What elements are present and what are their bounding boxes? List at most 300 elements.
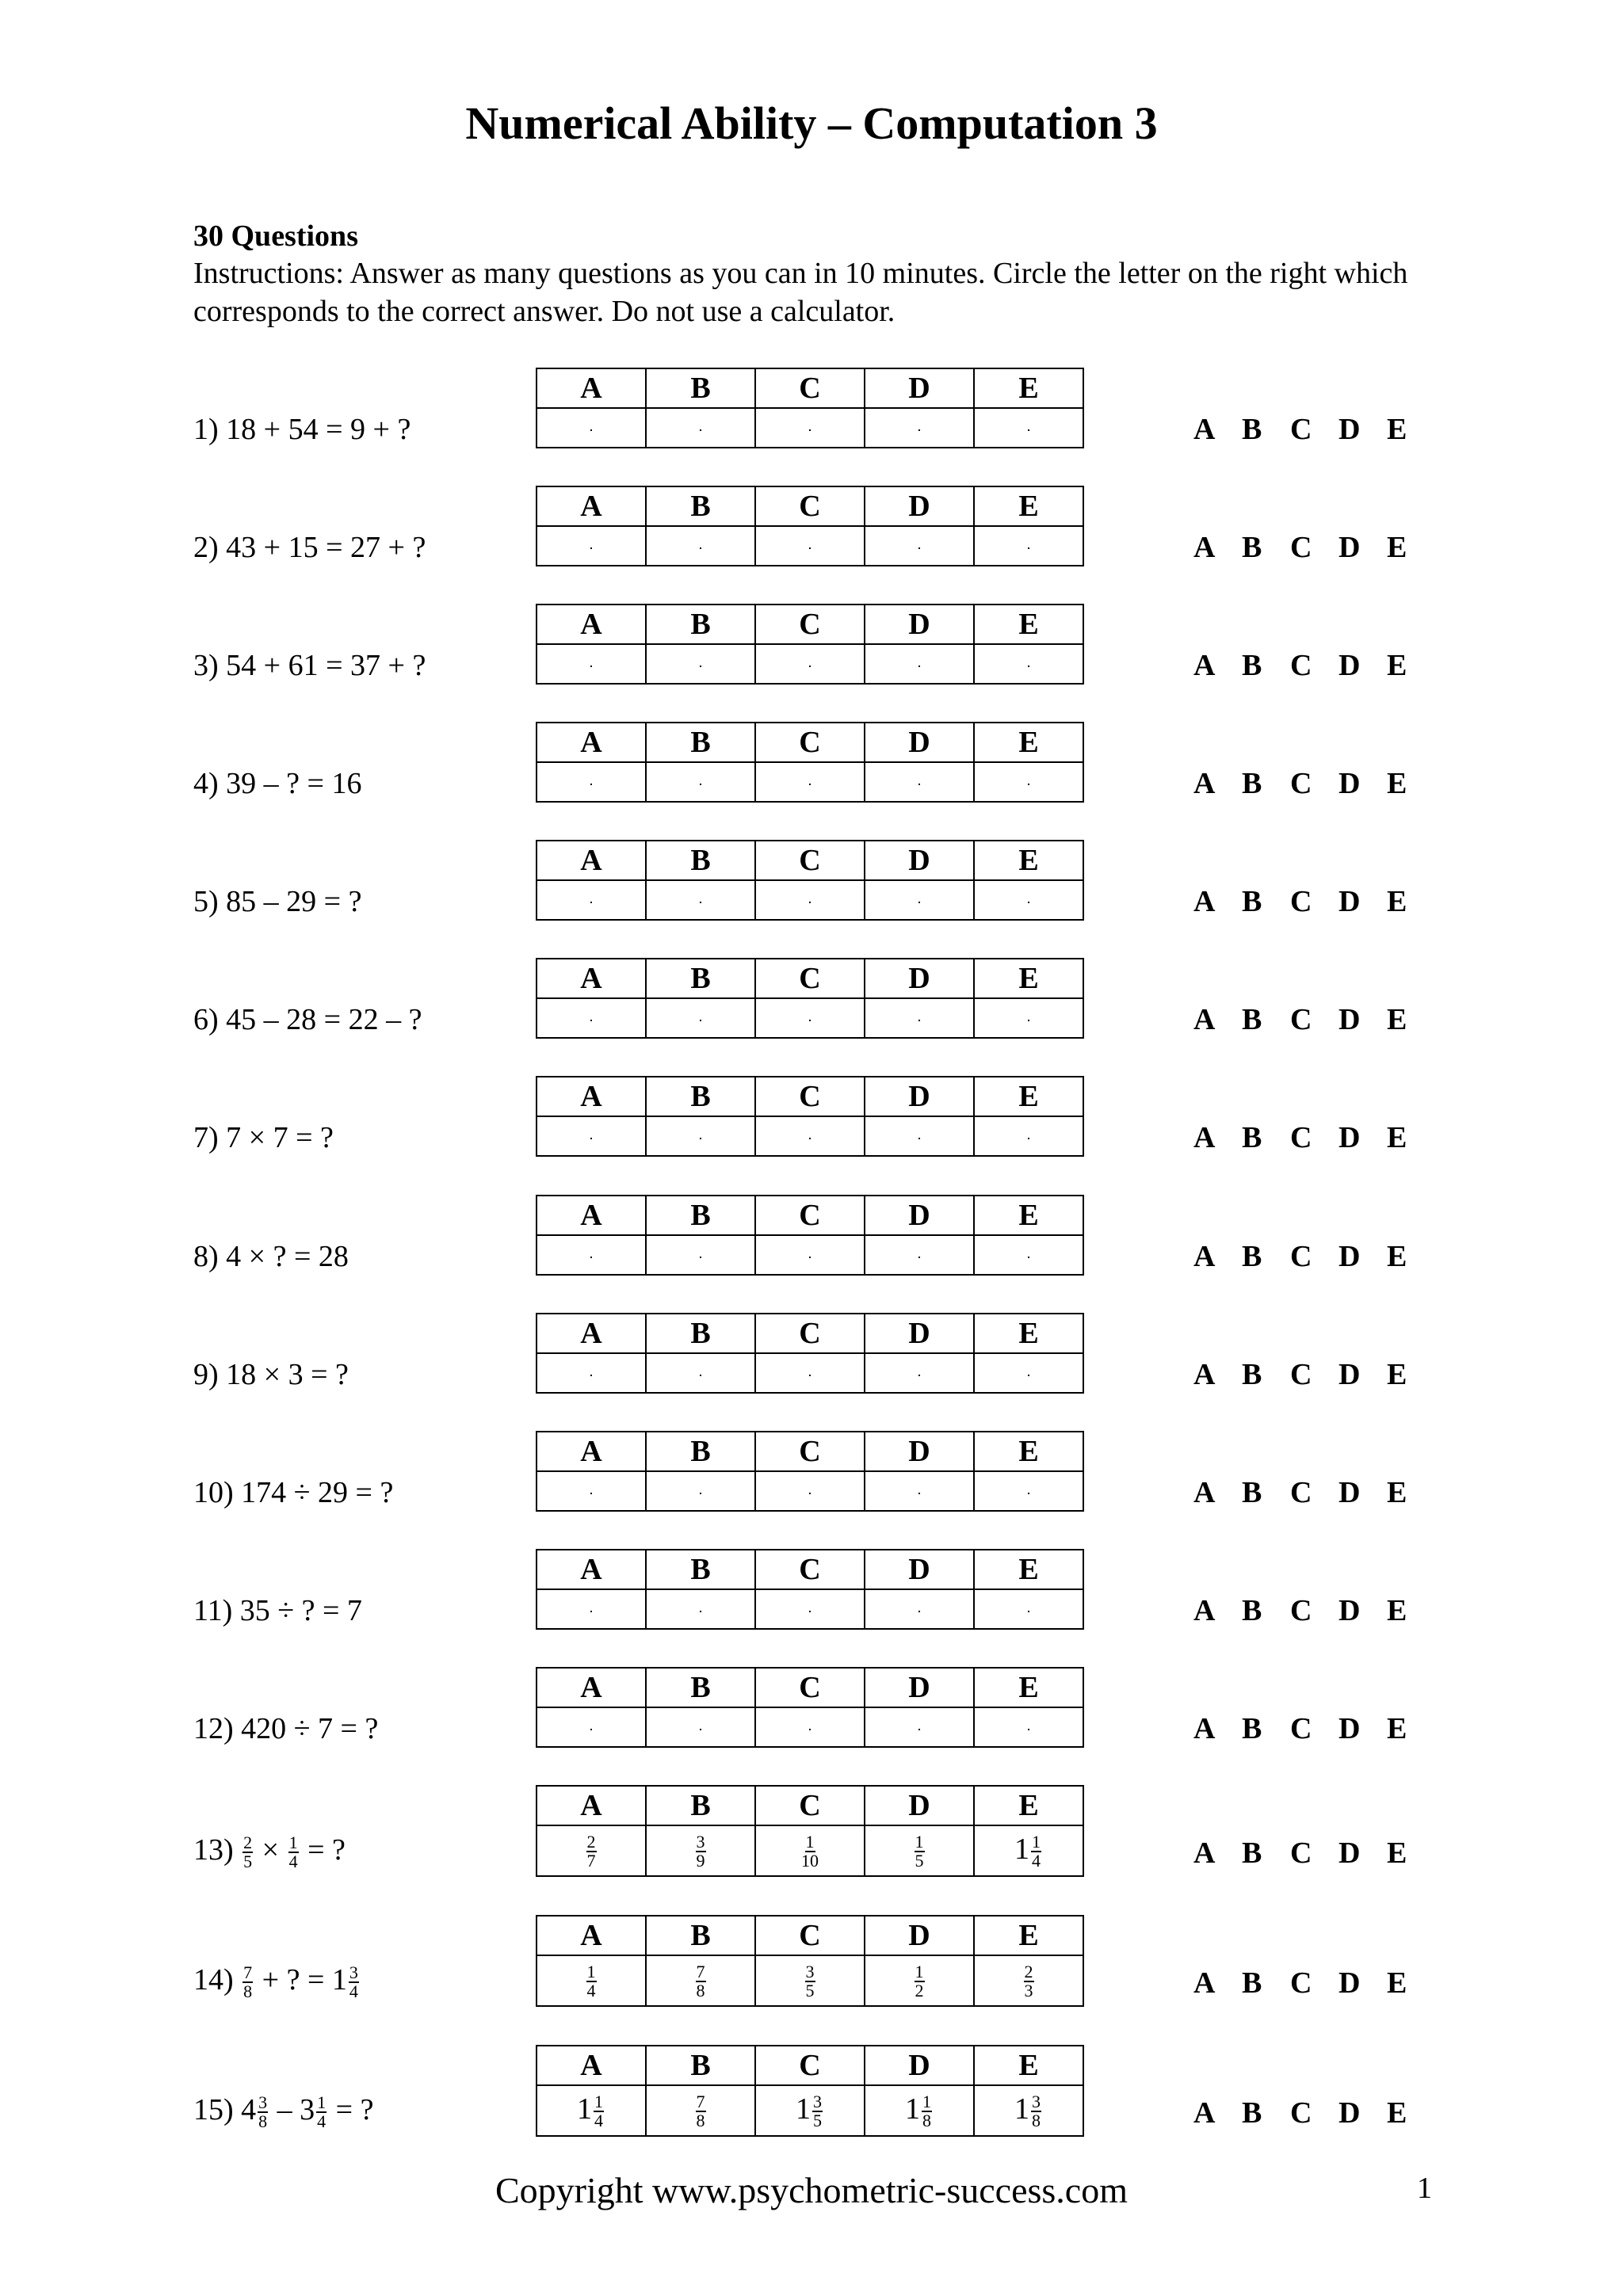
fraction xyxy=(809,1020,811,1021)
option-letter-D: D xyxy=(865,605,974,644)
answer-letter-D[interactable]: D xyxy=(1338,885,1361,918)
fraction xyxy=(1028,1020,1029,1021)
option-letter-A: A xyxy=(537,1668,646,1707)
fraction xyxy=(1028,1138,1029,1139)
options-header-row xyxy=(537,1550,1083,1589)
question-text xyxy=(193,1833,346,1871)
numerator xyxy=(809,1729,811,1730)
option-letter-A: A xyxy=(537,368,646,408)
text-segment: 4) 39 – ? = 16 xyxy=(193,767,362,800)
text-segment: 1 xyxy=(577,2092,592,2126)
option-value-E xyxy=(974,1235,1083,1275)
fraction xyxy=(1028,902,1029,903)
options-header-row xyxy=(537,959,1083,998)
options-header-row xyxy=(537,1432,1083,1471)
numerator xyxy=(700,1138,701,1139)
option-letter-B: B xyxy=(646,1668,755,1707)
question-count: 30 Questions xyxy=(193,219,358,253)
answer-letter-E[interactable]: E xyxy=(1387,1121,1407,1154)
answer-letter-D[interactable]: D xyxy=(1338,413,1361,446)
option-letter-B: B xyxy=(646,486,755,526)
option-value-C xyxy=(755,1955,865,2006)
fraction xyxy=(288,1834,299,1871)
option-letter-D: D xyxy=(865,1550,974,1589)
answer-letter-B[interactable]: B xyxy=(1242,2096,1262,2130)
option-letter-A: A xyxy=(537,841,646,880)
numerator xyxy=(700,902,701,903)
option-letter-A: A xyxy=(537,605,646,644)
denominator: 5 xyxy=(805,1981,815,2001)
fraction xyxy=(700,784,701,785)
answer-letter-A[interactable]: A xyxy=(1193,1003,1216,1036)
options-table xyxy=(536,486,1084,566)
question-12 xyxy=(0,1667,1623,1748)
text-segment: 1 xyxy=(1014,1832,1029,1866)
question-text xyxy=(193,1357,349,1392)
fraction xyxy=(590,547,592,549)
fraction xyxy=(809,1375,811,1376)
numerator: 3 xyxy=(1032,2092,1041,2112)
answer-letter-C[interactable]: C xyxy=(1290,885,1312,918)
option-letter-A: A xyxy=(537,1550,646,1589)
numerator xyxy=(1028,1257,1029,1258)
denominator: 7 xyxy=(586,1851,596,1871)
answer-letter-E[interactable]: E xyxy=(1387,1476,1407,1509)
numerator xyxy=(809,784,811,785)
question-13 xyxy=(0,1785,1623,1877)
option-value-C xyxy=(755,1471,865,1511)
numerator xyxy=(590,429,592,431)
answer-letter-D[interactable]: D xyxy=(1338,1476,1361,1509)
answer-letter-C[interactable]: C xyxy=(1290,1476,1312,1509)
answer-letter-E[interactable]: E xyxy=(1387,1836,1407,1870)
answer-letter-B[interactable]: B xyxy=(1242,767,1262,800)
numerator xyxy=(700,666,701,667)
numerator xyxy=(700,1020,701,1021)
fraction xyxy=(696,1963,706,2000)
option-value-A xyxy=(537,1235,646,1275)
options-header-row xyxy=(537,1786,1083,1825)
option-value-A xyxy=(537,1707,646,1747)
answer-letter-B[interactable]: B xyxy=(1242,885,1262,918)
answer-letter-C[interactable]: C xyxy=(1290,1240,1312,1273)
option-value-A xyxy=(537,762,646,802)
answer-letter-D[interactable]: D xyxy=(1338,2096,1361,2130)
answer-letter-D[interactable]: D xyxy=(1338,1003,1361,1036)
option-letter-A: A xyxy=(537,1786,646,1825)
answer-letter-D[interactable]: D xyxy=(1338,1966,1361,2000)
options-value-row xyxy=(537,1116,1083,1156)
numerator: 2 xyxy=(1024,1962,1033,1982)
answer-letter-C[interactable]: C xyxy=(1290,649,1312,682)
numerator xyxy=(1028,902,1029,903)
fraction xyxy=(590,1493,592,1494)
fraction xyxy=(594,2093,604,2130)
option-letter-B: B xyxy=(646,1196,755,1235)
text-segment: 15) 4 xyxy=(193,2092,257,2126)
answer-letter-D[interactable]: D xyxy=(1338,1712,1361,1745)
answer-letter-A[interactable]: A xyxy=(1193,1836,1216,1870)
fraction xyxy=(915,1963,925,2000)
fraction xyxy=(1028,429,1029,431)
option-letter-C: C xyxy=(755,841,865,880)
answer-letter-C[interactable]: C xyxy=(1290,413,1312,446)
question-14 xyxy=(0,1915,1623,2007)
answer-letter-C[interactable]: C xyxy=(1290,2096,1312,2130)
option-value-C xyxy=(755,1589,865,1629)
option-value-A xyxy=(537,644,646,684)
option-letter-C: C xyxy=(755,605,865,644)
option-letter-A: A xyxy=(537,1196,646,1235)
denominator: 9 xyxy=(696,1851,705,1871)
option-letter-E: E xyxy=(974,1668,1083,1707)
option-letter-A: A xyxy=(537,959,646,998)
option-letter-D: D xyxy=(865,1916,974,1955)
fraction xyxy=(590,902,592,903)
answer-letter-A[interactable]: A xyxy=(1193,885,1216,918)
question-text xyxy=(193,530,426,565)
numerator xyxy=(1028,1729,1029,1730)
option-letter-E: E xyxy=(974,959,1083,998)
answer-letter-A[interactable]: A xyxy=(1193,1712,1216,1745)
numerator xyxy=(700,429,701,431)
numerator xyxy=(590,666,592,667)
answer-letter-E[interactable]: E xyxy=(1387,1240,1407,1273)
option-value-B xyxy=(646,1955,755,2006)
question-3 xyxy=(0,604,1623,685)
answer-letter-B[interactable]: B xyxy=(1242,1358,1262,1391)
numerator xyxy=(1028,1138,1029,1139)
numerator: 2 xyxy=(586,1832,596,1852)
options-value-row xyxy=(537,644,1083,684)
option-value-B xyxy=(646,1353,755,1393)
option-value-D xyxy=(865,408,974,448)
answer-letter-B[interactable]: B xyxy=(1242,1966,1262,2000)
answer-letter-D[interactable]: D xyxy=(1338,1836,1361,1870)
answer-letter-A[interactable]: A xyxy=(1193,1594,1216,1627)
answer-letter-E[interactable]: E xyxy=(1387,885,1407,918)
option-letter-A: A xyxy=(537,2046,646,2085)
question-text xyxy=(193,648,426,683)
answer-letter-E[interactable]: E xyxy=(1387,1966,1407,2000)
answer-letter-B[interactable]: B xyxy=(1242,1594,1262,1627)
question-2 xyxy=(0,486,1623,566)
option-value-A xyxy=(537,880,646,920)
option-letter-E: E xyxy=(974,2046,1083,2085)
answer-letter-B[interactable]: B xyxy=(1242,1476,1262,1509)
text-segment: – 3 xyxy=(269,2092,315,2126)
option-value-E xyxy=(974,1955,1083,2006)
answer-letter-D[interactable]: D xyxy=(1338,1358,1361,1391)
option-value-C xyxy=(755,1235,865,1275)
answer-letter-A[interactable]: A xyxy=(1193,767,1216,800)
option-letter-C: C xyxy=(755,1196,865,1235)
fraction xyxy=(918,666,920,667)
denominator: 8 xyxy=(696,2111,705,2131)
option-value-C xyxy=(755,644,865,684)
options-table xyxy=(536,958,1084,1039)
answer-letter-A[interactable]: A xyxy=(1193,1966,1216,2000)
numerator xyxy=(918,1138,920,1139)
numerator xyxy=(700,1729,701,1730)
option-letter-E: E xyxy=(974,1550,1083,1589)
option-value-D xyxy=(865,1471,974,1511)
option-value-D xyxy=(865,762,974,802)
option-value-D xyxy=(865,1235,974,1275)
options-table xyxy=(536,840,1084,921)
answer-letter-D[interactable]: D xyxy=(1338,1240,1361,1273)
options-value-row xyxy=(537,1353,1083,1393)
text-segment: × xyxy=(254,1833,287,1867)
numerator xyxy=(1028,1375,1029,1376)
numerator xyxy=(918,547,920,549)
fraction xyxy=(590,1257,592,1258)
option-letter-D: D xyxy=(865,959,974,998)
answer-choices xyxy=(1193,1836,1435,1871)
numerator xyxy=(700,547,701,549)
answer-letter-C[interactable]: C xyxy=(1290,531,1312,564)
numerator: 3 xyxy=(349,1962,358,1982)
answer-letter-A[interactable]: A xyxy=(1193,1240,1216,1273)
denominator: 4 xyxy=(1032,1851,1041,1871)
answer-letter-A[interactable]: A xyxy=(1193,1476,1216,1509)
text-segment: = ? xyxy=(300,1833,346,1867)
option-value-D xyxy=(865,526,974,566)
fraction xyxy=(590,1729,592,1730)
fraction xyxy=(1028,547,1029,549)
answer-letter-A[interactable]: A xyxy=(1193,2096,1216,2130)
numerator xyxy=(590,902,592,903)
answer-choices xyxy=(1193,1239,1435,1274)
option-letter-C: C xyxy=(755,1916,865,1955)
answer-letter-C[interactable]: C xyxy=(1290,1003,1312,1036)
numerator xyxy=(590,1138,592,1139)
option-letter-B: B xyxy=(646,1314,755,1353)
fraction xyxy=(590,666,592,667)
fraction xyxy=(1028,666,1029,667)
answer-letter-D[interactable]: D xyxy=(1338,531,1361,564)
option-letter-D: D xyxy=(865,1786,974,1825)
options-value-row xyxy=(537,1589,1083,1629)
option-letter-D: D xyxy=(865,1668,974,1707)
numerator xyxy=(918,1375,920,1376)
option-value-C xyxy=(755,1825,865,1876)
answer-letter-C[interactable]: C xyxy=(1290,1594,1312,1627)
answer-letter-A[interactable]: A xyxy=(1193,1358,1216,1391)
text-segment: 1 xyxy=(905,2092,920,2126)
numerator xyxy=(590,1020,592,1021)
answer-letter-E[interactable]: E xyxy=(1387,767,1407,800)
numerator xyxy=(590,784,592,785)
numerator: 1 xyxy=(317,2092,327,2112)
option-letter-B: B xyxy=(646,605,755,644)
option-value-E xyxy=(974,2085,1083,2136)
numerator xyxy=(1028,666,1029,667)
options-table xyxy=(536,1915,1084,2007)
denominator: 5 xyxy=(915,1851,924,1871)
option-value-C xyxy=(755,408,865,448)
fraction xyxy=(590,1138,592,1139)
fraction xyxy=(590,429,592,431)
option-letter-D: D xyxy=(865,1432,974,1471)
option-letter-C: C xyxy=(755,1668,865,1707)
answer-letter-C[interactable]: C xyxy=(1290,1121,1312,1154)
option-letter-E: E xyxy=(974,1314,1083,1353)
question-11 xyxy=(0,1549,1623,1630)
text-segment: 13) xyxy=(193,1833,242,1867)
options-table xyxy=(536,368,1084,448)
answer-letter-E[interactable]: E xyxy=(1387,531,1407,564)
text-segment: 8) 4 × ? = 28 xyxy=(193,1240,349,1273)
options-header-row xyxy=(537,605,1083,644)
fraction xyxy=(696,1833,706,1870)
answer-letter-B[interactable]: B xyxy=(1242,649,1262,682)
fraction xyxy=(1028,1729,1029,1730)
answer-letter-D[interactable]: D xyxy=(1338,1121,1361,1154)
fraction xyxy=(700,1257,701,1258)
answer-letter-C[interactable]: C xyxy=(1290,1966,1312,2000)
options-header-row xyxy=(537,368,1083,408)
option-value-E xyxy=(974,1353,1083,1393)
answer-letter-B[interactable]: B xyxy=(1242,1836,1262,1870)
answer-letter-B[interactable]: B xyxy=(1242,531,1262,564)
answer-choices xyxy=(1193,412,1435,447)
fraction xyxy=(700,666,701,667)
answer-letter-A[interactable]: A xyxy=(1193,649,1216,682)
answer-letter-C[interactable]: C xyxy=(1290,1836,1312,1870)
denominator: 8 xyxy=(258,2111,268,2131)
option-value-A xyxy=(537,408,646,448)
fraction xyxy=(809,1729,811,1730)
numerator xyxy=(809,1493,811,1494)
option-letter-E: E xyxy=(974,723,1083,762)
answer-letter-D[interactable]: D xyxy=(1338,649,1361,682)
answer-letter-E[interactable]: E xyxy=(1387,649,1407,682)
answer-choices xyxy=(1193,1120,1435,1155)
answer-letter-E[interactable]: E xyxy=(1387,1594,1407,1627)
answer-letter-E[interactable]: E xyxy=(1387,2096,1407,2130)
option-value-B xyxy=(646,1707,755,1747)
options-table xyxy=(536,1313,1084,1394)
option-letter-E: E xyxy=(974,1916,1083,1955)
answer-letter-C[interactable]: C xyxy=(1290,1712,1312,1745)
fraction xyxy=(809,1257,811,1258)
denominator: 3 xyxy=(1024,1981,1033,2001)
page-number: 1 xyxy=(1417,2172,1432,2205)
option-letter-E: E xyxy=(974,605,1083,644)
numerator xyxy=(700,1257,701,1258)
numerator: 7 xyxy=(696,1962,705,1982)
options-table xyxy=(536,1667,1084,1748)
denominator: 4 xyxy=(349,1981,358,2001)
numerator xyxy=(700,1611,701,1612)
option-letter-C: C xyxy=(755,486,865,526)
instructions: Instructions: Answer as many questions as you can in 10 minutes. Circle the letter on the right which corresponds to the correct answer. Do not use a calculator. xyxy=(193,257,1408,328)
fraction xyxy=(242,1834,253,1871)
answer-letter-E[interactable]: E xyxy=(1387,1003,1407,1036)
answer-letter-D[interactable]: D xyxy=(1338,767,1361,800)
text-segment: 1) 18 + 54 = 9 + ? xyxy=(193,413,411,446)
options-table xyxy=(536,1195,1084,1276)
answer-letter-A[interactable]: A xyxy=(1193,1121,1216,1154)
answer-letter-C[interactable]: C xyxy=(1290,1358,1312,1391)
numerator xyxy=(809,1020,811,1021)
option-letter-D: D xyxy=(865,486,974,526)
text-segment: 10) 174 ÷ 29 = ? xyxy=(193,1476,394,1509)
fraction xyxy=(918,1020,920,1021)
options-value-row xyxy=(537,880,1083,920)
option-letter-A: A xyxy=(537,1077,646,1116)
option-value-D xyxy=(865,1116,974,1156)
answer-letter-C[interactable]: C xyxy=(1290,767,1312,800)
text-segment: 9) 18 × 3 = ? xyxy=(193,1358,349,1391)
answer-letter-B[interactable]: B xyxy=(1242,413,1262,446)
fraction xyxy=(1028,1493,1029,1494)
option-letter-C: C xyxy=(755,1550,865,1589)
answer-letter-B[interactable]: B xyxy=(1242,1003,1262,1036)
option-value-B xyxy=(646,998,755,1038)
numerator xyxy=(1028,784,1029,785)
answer-letter-E[interactable]: E xyxy=(1387,1358,1407,1391)
text-segment: 6) 45 – 28 = 22 – ? xyxy=(193,1003,422,1036)
fraction xyxy=(590,784,592,785)
options-header-row xyxy=(537,841,1083,880)
options-header-row xyxy=(537,1077,1083,1116)
denominator: 2 xyxy=(915,1981,924,2001)
numerator xyxy=(809,1375,811,1376)
numerator xyxy=(918,1611,920,1612)
options-value-row xyxy=(537,1235,1083,1275)
fraction xyxy=(918,429,920,431)
option-letter-B: B xyxy=(646,841,755,880)
answer-letter-D[interactable]: D xyxy=(1338,1594,1361,1627)
denominator: 4 xyxy=(317,2111,327,2131)
text-segment: 1 xyxy=(796,2092,811,2126)
question-5 xyxy=(0,840,1623,921)
option-value-E xyxy=(974,762,1083,802)
answer-choices xyxy=(1193,1002,1435,1037)
answer-choices xyxy=(1193,1711,1435,1746)
answer-letter-E[interactable]: E xyxy=(1387,413,1407,446)
fraction xyxy=(809,547,811,549)
numerator: 1 xyxy=(922,2092,931,2112)
question-9 xyxy=(0,1313,1623,1394)
option-value-D xyxy=(865,2085,974,2136)
option-value-B xyxy=(646,2085,755,2136)
answer-choices xyxy=(1193,1593,1435,1628)
numerator xyxy=(590,1375,592,1376)
option-letter-E: E xyxy=(974,1786,1083,1825)
answer-letter-A[interactable]: A xyxy=(1193,413,1216,446)
denominator: 8 xyxy=(1032,2111,1041,2131)
option-letter-E: E xyxy=(974,1077,1083,1116)
answer-letter-B[interactable]: B xyxy=(1242,1712,1262,1745)
option-letter-D: D xyxy=(865,723,974,762)
option-value-B xyxy=(646,526,755,566)
numerator xyxy=(590,1257,592,1258)
answer-choices xyxy=(1193,2096,1435,2130)
numerator xyxy=(918,666,920,667)
option-letter-A: A xyxy=(537,486,646,526)
option-value-E xyxy=(974,998,1083,1038)
answer-letter-B[interactable]: B xyxy=(1242,1240,1262,1273)
answer-letter-B[interactable]: B xyxy=(1242,1121,1262,1154)
text-segment: 2) 43 + 15 = 27 + ? xyxy=(193,531,426,564)
text-segment: 12) 420 ÷ 7 = ? xyxy=(193,1712,379,1745)
option-letter-C: C xyxy=(755,1786,865,1825)
answer-letter-E[interactable]: E xyxy=(1387,1712,1407,1745)
answer-letter-A[interactable]: A xyxy=(1193,531,1216,564)
